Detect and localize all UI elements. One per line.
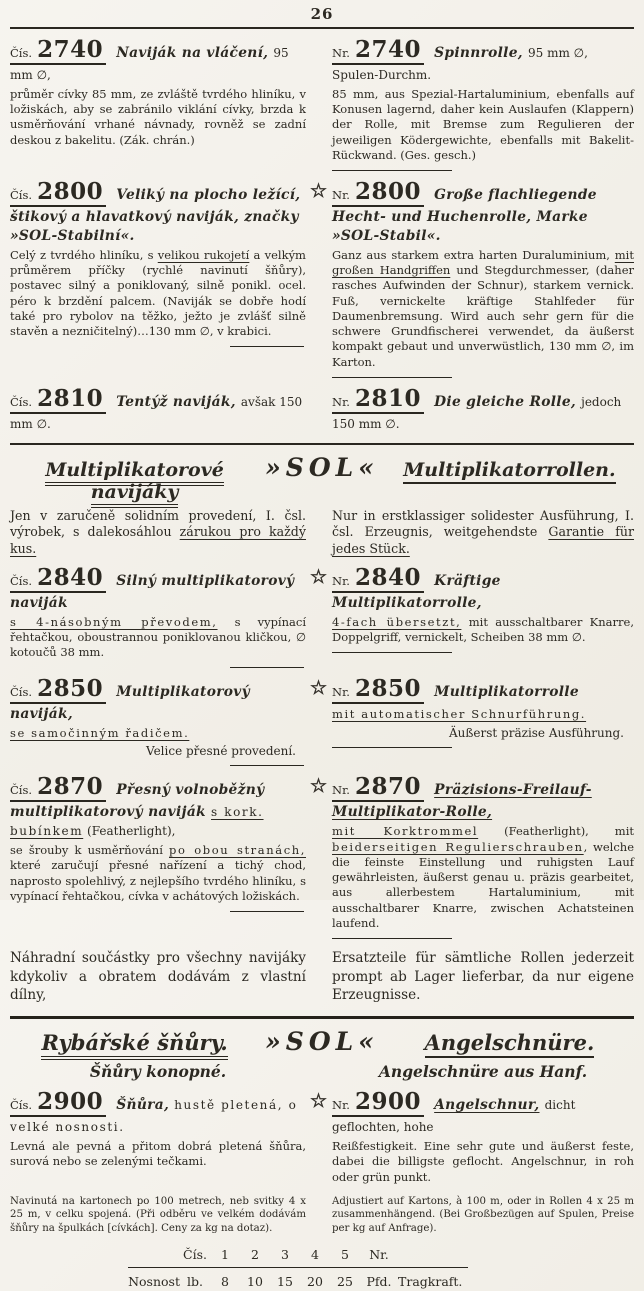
item-number-label: Čís. bbox=[10, 573, 33, 588]
subsection-title-czech: Šňůry konopné. bbox=[89, 1062, 227, 1082]
catalog-entry-cz-2810 bbox=[10, 387, 306, 433]
item-number bbox=[332, 387, 424, 414]
underlined-segment: zárukou pro každý kus. bbox=[10, 524, 306, 556]
catalog-entry-cz-2870 bbox=[10, 775, 306, 939]
entry-body: průměr cívky 85 mm, ze zvláště tvrdého hliníku, v ložiskách, aby se zabránilo viklání cívky, brzda k usměrňování vrhané návnady, rovněž se zadní deskou z bakelitu. (Zák. chrán.) bbox=[10, 86, 306, 147]
item-number bbox=[10, 38, 106, 65]
body-segment: mit ausschaltbarer Knarre, Doppelgriff, vernickelt, Scheiben 38 mm ∅. bbox=[332, 614, 634, 644]
entry-body bbox=[10, 248, 306, 340]
item-number bbox=[332, 677, 424, 704]
section-title-german-text: Angelschnüre. bbox=[425, 1030, 595, 1058]
separator-rule bbox=[230, 667, 304, 668]
entry-head bbox=[10, 180, 306, 245]
section-title-german-text: Multiplikatorrollen. bbox=[403, 459, 615, 484]
body-segment: , welche die feinste Einstellung und ruhigsten Lauf gewährleisten, äußerst genau u. präzis gearbeitet, aus allerbestem Hartaluminium, mit ausschaltbarer Knarre, zwischen Achatsteinen laufend. bbox=[332, 839, 634, 930]
section-title-czech bbox=[10, 1030, 259, 1055]
table-cell: 8 bbox=[221, 1274, 229, 1290]
item-number-value: 2840 bbox=[37, 563, 104, 591]
entry-title: Große flachliegende Hecht- und Huchenrolle, Marke »SOL-Stabil«. bbox=[332, 187, 597, 244]
small-print-german: Adjustiert auf Kartons, à 100 m, oder in Rollen 4 x 25 m zusammenhängend. (Bei Großbezügen auf Spulen, Preise per kg auf Anfrage). bbox=[332, 1195, 634, 1234]
entry-head bbox=[10, 1090, 306, 1136]
sol-brand: »SOL« bbox=[265, 452, 379, 482]
table-cell: 1 bbox=[221, 1247, 229, 1263]
underlined-segment: mit Korktrommel bbox=[332, 824, 479, 839]
entry-body bbox=[332, 824, 634, 931]
entry-title: Spinnrolle, bbox=[434, 45, 523, 61]
table-cell: 10 bbox=[247, 1274, 263, 1290]
body-segment: Nur in erstklassiger solidester Ausführung, I. čsl. Erzeugnis, weitgehendste bbox=[332, 507, 634, 540]
small-print-czech: Navinutá na kartonech po 100 metrech, neb svitky 4 x 25 m, v celku spojená. (Při odběru ve velkém dodávám šňůry na špulkách [cívkách]. Ceny za kg na dotaz). bbox=[10, 1195, 306, 1234]
entry-title-rest: (Featherlight), bbox=[83, 824, 176, 839]
item-number bbox=[10, 180, 106, 207]
table-cell: lb. bbox=[187, 1274, 203, 1290]
entry-title: Přesný volnoběžný multiplikatorový naviják bbox=[10, 782, 265, 821]
entry-row-2810 bbox=[10, 387, 634, 433]
underlined-segment: mit großen Handgriffen bbox=[332, 247, 634, 278]
item-number-value: 2870 bbox=[37, 773, 104, 801]
entry-title-rest: jedoch 150 mm ∅. bbox=[332, 395, 622, 431]
spare-parts-note-german: Ersatzteile für sämtliche Rollen jederzeit prompt ab Lager lieferbar, da nur eigene Erzeugnisse. bbox=[332, 950, 634, 1003]
item-number bbox=[10, 1090, 106, 1117]
item-number-value: 2900 bbox=[355, 1088, 422, 1116]
underlined-segment: s kork. bubínkem bbox=[10, 805, 264, 839]
entry-body bbox=[332, 615, 634, 646]
body-segment: und Stegdurchmesser, (daher rasches Aufwinden der Schnur), starkem vernick. Fuß, vernickelte kräftige Stahlfeder für Daumenbremsung. Wird auch sehr gern für die schwere Grundfischerei verwendet, da äußerst kompakt gebaut und unverwüstlich, 130 mm ∅, im Karton. bbox=[332, 263, 634, 369]
item-number-value: 2740 bbox=[355, 36, 422, 63]
separator-rule bbox=[332, 652, 452, 653]
entry-head bbox=[10, 38, 306, 84]
catalog-entry-de-2900 bbox=[310, 1088, 634, 1185]
table-cell: Tragkraft. bbox=[398, 1274, 463, 1290]
item-number-value: 2850 bbox=[37, 675, 104, 703]
table-cell: Nosnost bbox=[128, 1274, 180, 1290]
entry-head bbox=[310, 178, 634, 245]
separator-rule bbox=[332, 170, 452, 171]
entry-title: Veliký na plocho ležící, štikový a hlavatkový naviják, značky »SOL-Stabilní«. bbox=[10, 187, 301, 244]
top-horizontal-rule bbox=[10, 27, 634, 29]
entry-note: Äußerst präzise Ausführung. bbox=[449, 725, 624, 740]
sol-brand: »SOL« bbox=[265, 1027, 379, 1057]
spare-parts-note-czech: Náhradní součástky pro všechny navijáky kdykoliv a obratem dodávám z vlastní dílny, bbox=[10, 950, 306, 1003]
item-number-label: Čís. bbox=[10, 395, 33, 410]
entry-head bbox=[310, 675, 634, 704]
spare-parts-row bbox=[10, 939, 634, 1012]
entry-head bbox=[332, 38, 634, 84]
body-segment: Jen v zaručeně solidním provedení, I. čsl. výrobek, s dalekosáhlou bbox=[10, 507, 306, 540]
entry-title-rest: dicht geflochten, hohe bbox=[332, 1098, 576, 1135]
entry-title-rest: 95 mm ∅, bbox=[10, 46, 289, 82]
section-title-german bbox=[385, 459, 634, 481]
table-cell: Nr. bbox=[369, 1247, 389, 1263]
body-segment: a velkým průměrem příčky (rychlé navinutí šňůry), postavec silný a poniklovaný, silně ponikl. ocel. péro k brzdění palcem. (Naviják se dobře hodí také pro rybolov na těžko, ježto je zvlášť silně stavěn a nezničitelný)…130 mm ∅, v krabici. bbox=[10, 247, 306, 339]
underlined-segment: po obou stranách, bbox=[169, 843, 306, 858]
entry-row-2800 bbox=[10, 180, 634, 378]
capacity-table-values bbox=[128, 1268, 468, 1291]
entry-row-2850 bbox=[10, 677, 634, 766]
item-number-value: 2870 bbox=[355, 773, 422, 801]
table-cell: 2 bbox=[251, 1247, 259, 1263]
item-number-label: Čís. bbox=[10, 46, 33, 60]
item-number-label: Čís. bbox=[10, 1098, 33, 1113]
item-number-value: 2800 bbox=[37, 178, 104, 206]
item-number bbox=[332, 180, 424, 207]
table-cell: 5 bbox=[341, 1247, 349, 1263]
entry-title: Silný multiplikatorový naviják bbox=[10, 572, 295, 611]
entry-row-2900 bbox=[10, 1090, 634, 1185]
item-number bbox=[332, 38, 424, 65]
table-cell bbox=[128, 1247, 180, 1262]
item-number-label: Čís. bbox=[10, 188, 33, 203]
table-cell: 15 bbox=[277, 1274, 293, 1290]
separator-rule bbox=[332, 747, 452, 748]
underlined-segment: 4-fach übersetzt, bbox=[332, 614, 462, 629]
catalog-entry-cz-2840 bbox=[10, 563, 306, 669]
entry-head bbox=[10, 677, 306, 723]
table-cell: 4 bbox=[311, 1247, 319, 1263]
page-number: 26 bbox=[310, 5, 334, 23]
entry-row-2870 bbox=[10, 775, 634, 939]
entry-title-rest: hustě pletená, o velké nosnosti. bbox=[10, 1098, 298, 1135]
separator-rule bbox=[332, 377, 452, 378]
separator-rule bbox=[230, 911, 304, 912]
entry-head bbox=[332, 387, 634, 433]
star-icon: ☆ bbox=[310, 677, 328, 700]
item-number-label: Nr. bbox=[332, 573, 350, 588]
item-number-label: Nr. bbox=[332, 783, 350, 798]
entry-title: Kräftige Multiplikatorrolle, bbox=[332, 572, 501, 611]
item-number-value: 2840 bbox=[355, 563, 422, 591]
capacity-table-header bbox=[128, 1245, 468, 1268]
section-divider-rule bbox=[10, 443, 634, 445]
small-print-row bbox=[10, 1185, 634, 1235]
item-number bbox=[10, 677, 106, 704]
underlined-segment: mit automatischer Schnurführung. bbox=[332, 707, 587, 722]
separator-rule bbox=[230, 765, 304, 766]
item-number bbox=[10, 775, 106, 802]
capacity-table bbox=[128, 1245, 468, 1291]
entry-title: Multiplikatorrolle bbox=[434, 684, 579, 701]
item-number bbox=[10, 563, 106, 593]
section-title-czech bbox=[10, 459, 259, 503]
body-segment: Ganz aus starkem extra harten Duraluminium, bbox=[332, 247, 615, 262]
item-number-value: 2800 bbox=[355, 178, 422, 206]
section2-divider-rule bbox=[10, 1016, 634, 1019]
entry-title: Angelschnur, bbox=[434, 1097, 540, 1114]
underlined-segment: s 4-násobným převodem, bbox=[10, 614, 218, 629]
entry-title: Šňůra, bbox=[116, 1097, 170, 1114]
entry-body bbox=[332, 707, 634, 722]
table-cell: 20 bbox=[307, 1274, 323, 1290]
underlined-segment: se samočinným řadičem. bbox=[10, 726, 190, 741]
table-cell: 3 bbox=[281, 1247, 289, 1263]
item-number bbox=[10, 387, 106, 414]
entry-head bbox=[10, 775, 306, 840]
catalog-entry-de-2800 bbox=[310, 178, 634, 378]
catalog-entry-de-2850 bbox=[310, 675, 634, 766]
star-icon: ☆ bbox=[310, 565, 328, 588]
entry-head bbox=[310, 1088, 634, 1136]
entry-title: Tentýž naviják, bbox=[116, 394, 236, 411]
entry-body: Levná ale pevná a přitom dobrá pletená šňůra, surová nebo se zelenými tečkami. bbox=[10, 1138, 306, 1169]
entry-title-rest: avšak 150 mm ∅. bbox=[10, 395, 303, 431]
item-number-value: 2740 bbox=[37, 36, 104, 63]
item-number-label: Čís. bbox=[10, 783, 33, 798]
separator-rule bbox=[230, 346, 304, 347]
underlined-segment: beiderseitigen Regulierschrauben bbox=[332, 839, 584, 854]
entry-body bbox=[10, 843, 306, 904]
underlined-segment: velikou rukojetí bbox=[157, 247, 250, 262]
section-intro-row bbox=[10, 503, 634, 557]
item-number-label: Nr. bbox=[332, 46, 350, 60]
catalog-entry-de-2870 bbox=[310, 773, 634, 939]
star-icon: ☆ bbox=[310, 180, 328, 203]
body-segment: se šrouby k usměrňování bbox=[10, 843, 170, 858]
item-number-label: Nr. bbox=[332, 395, 350, 410]
catalog-entry-cz-2900 bbox=[10, 1090, 306, 1185]
table-cell: Pfd. bbox=[366, 1274, 392, 1290]
subsection-title-german: Angelschnüre aus Hanf. bbox=[378, 1062, 588, 1082]
catalog-entry-cz-2850 bbox=[10, 677, 306, 766]
underlined-segment: Garantie für jedes Stück. bbox=[332, 524, 635, 556]
section-title-german bbox=[385, 1030, 634, 1055]
entry-title: Multiplikatorový naviják, bbox=[10, 684, 250, 723]
entry-note: Velice přesné provedení. bbox=[146, 744, 296, 759]
entry-title: Präzisions-Freilauf-Multiplikator-Rolle, bbox=[332, 782, 592, 821]
body-segment: které zaručují přesné nařízení a tichý chod, naprosto spolehlivý, z nejlepšího tvrdého hliníku, s vypínací řehtačkou, cívka v achátových ložiskách. bbox=[10, 858, 306, 903]
item-number bbox=[332, 1090, 424, 1117]
item-number-label: Nr. bbox=[332, 685, 350, 700]
catalog-entry-de-2740 bbox=[332, 38, 634, 171]
entry-row-2740 bbox=[10, 38, 634, 171]
catalog-entry-cz-2740 bbox=[10, 38, 306, 171]
entry-head bbox=[10, 563, 306, 612]
section-header-multiplikator bbox=[10, 453, 634, 503]
table-cell bbox=[398, 1247, 478, 1262]
item-number-label: Nr. bbox=[332, 188, 350, 203]
catalog-entry-de-2840 bbox=[310, 563, 634, 669]
item-number-label: Nr. bbox=[332, 1098, 350, 1113]
item-number bbox=[332, 775, 424, 802]
body-segment: s vypínací řehtačkou, oboustrannou poniklovanou kličkou, ∅ kotoučů 38 mm. bbox=[10, 614, 306, 660]
body-segment: Celý z tvrdého hliníku, s bbox=[10, 247, 158, 262]
table-cell: Čís. bbox=[183, 1247, 207, 1263]
entry-body: Reißfestigkeit. Eine sehr gute und äußerst feste, dabei die billigste geflocht. Angelschnur, in roh oder grün punkt. bbox=[332, 1138, 634, 1184]
section-title-czech-text: Multiplikatorové navijáky bbox=[45, 459, 224, 508]
separator-rule bbox=[332, 938, 452, 939]
catalog-entry-de-2810 bbox=[332, 387, 634, 433]
star-icon: ☆ bbox=[310, 1090, 328, 1113]
entry-title: Naviják na vláčení, bbox=[116, 45, 269, 61]
item-number-value: 2810 bbox=[37, 385, 104, 413]
body-segment: (Featherlight), mit bbox=[478, 824, 634, 839]
entry-head bbox=[10, 387, 306, 433]
table-cell: 25 bbox=[337, 1274, 353, 1290]
entry-title-rest: 95 mm ∅, Spulen-Durchm. bbox=[332, 46, 588, 82]
catalog-entry-cz-2800 bbox=[10, 180, 306, 378]
item-number bbox=[332, 563, 424, 593]
item-number-value: 2850 bbox=[355, 675, 422, 703]
entry-head bbox=[310, 563, 634, 612]
entry-title: Die gleiche Rolle, bbox=[434, 394, 576, 411]
entry-body bbox=[10, 726, 306, 741]
star-icon: ☆ bbox=[310, 775, 328, 798]
entry-row-2840 bbox=[10, 563, 634, 669]
section-header-schnuere bbox=[10, 1027, 634, 1056]
intro-paragraph-czech bbox=[10, 508, 306, 557]
entry-head bbox=[310, 773, 634, 821]
intro-paragraph-german bbox=[332, 508, 634, 557]
section-title-czech-text: Rybářské šňůry. bbox=[41, 1030, 227, 1060]
entry-body bbox=[332, 248, 634, 370]
item-number-value: 2900 bbox=[37, 1088, 104, 1116]
entry-body bbox=[10, 615, 306, 661]
item-number-value: 2810 bbox=[355, 385, 422, 413]
entry-body: 85 mm, aus Spezial-Hartaluminium, ebenfalls auf Konusen lagernd, daher kein Auslaufen (Klappern) der Rolle, mit Bremse zum Regulieren der jeweiligen Ködergewichte, ebenfalls mit Bakelit-Rückwand. (Ges. gesch.) bbox=[332, 86, 634, 162]
item-number-label: Čís. bbox=[10, 685, 33, 700]
